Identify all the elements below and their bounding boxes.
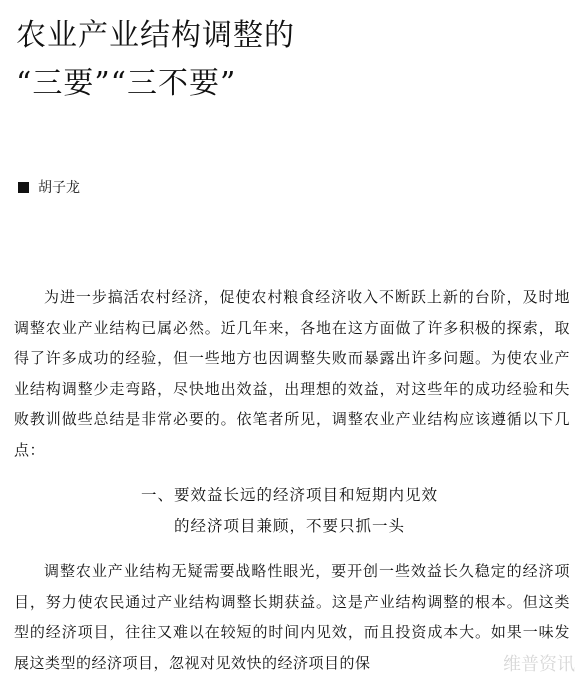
section-1-heading-line-2: 的经济项目兼顾，不要只抓一头 [173,517,405,535]
section-1-heading [0,480,579,542]
author-byline [18,177,80,197]
paragraph-1: 为进一步搞活农村经济，促使农村粮食经济收入不断跃上新的台阶，及时地调整农业产业结构已属必然。近几年来，各地在这方面做了许多积极的探索，取得了许多成功的经验，但一些地方也因调整失败而暴露出许多问题。为使农业产业结构调整少走弯路，尽快地出效益，出理想的效益，对这些年的成功经验和失败教训做些总结是非常必要的。依笔者所见，调整农业产业结构应该遵循以下几点： [14,288,570,459]
article-title-line-2: “三要”“三不要” [16,66,237,101]
square-bullet-icon [18,182,29,193]
section-1-heading-line-1: 一、要效益长远的经济项目和短期内见效 [140,486,438,504]
watermark: 维普资讯 [503,654,575,675]
author-name: 胡子龙 [38,180,80,196]
article-title [16,12,556,108]
paragraph-2: 调整农业产业结构无疑需要战略性眼光，要开创一些效益长久稳定的经济项目，努力使农民通过产业结构调整长期获益。这是产业结构调整的根本。但这类型的经济项目，往往又难以在较短的时间内见效，而且投资成本大。如果一味发展这类型的经济项目，忽视对见效快的经济项目的保 [14,562,570,672]
article-title-line-1: 农业产业结构调整的 [16,18,295,53]
